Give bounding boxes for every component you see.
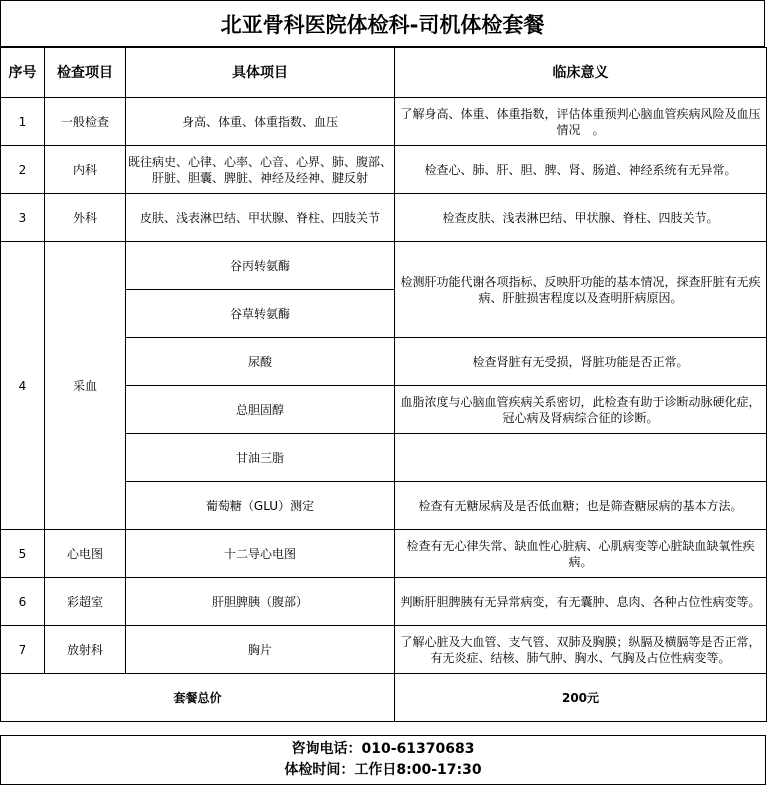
row-seq: 3 (1, 194, 45, 242)
row-meaning: 检查皮肤、浅表淋巴结、甲状腺、脊柱、四肢关节。 (395, 194, 767, 242)
document-title: 北亚骨科医院体检科-司机体检套餐 (0, 0, 765, 47)
table-row (1, 146, 767, 194)
row-category: 内科 (45, 146, 126, 194)
row-meaning: 检查心、肺、肝、胆、脾、肾、肠道、神经系统有无异常。 (395, 146, 767, 194)
contact-phone: 咨询电话：010-61370683 (291, 741, 475, 757)
table-row (1, 626, 767, 674)
row-category: 采血 (45, 242, 126, 530)
row-category: 心电图 (45, 530, 126, 578)
row-seq: 6 (1, 578, 45, 626)
blood-item: 总胆固醇 (126, 386, 395, 434)
header-seq: 序号 (1, 48, 45, 98)
checkup-hours: 体检时间：工作日8:00-17:30 (284, 762, 482, 778)
row-meaning: 了解心脏及大血管、支气管、双肺及胸膜；纵膈及横膈等是否正常，有无炎症、结核、肺气肿、胸水、气胸及占位性病变等。 (395, 626, 767, 674)
total-price: 200元 (395, 674, 767, 722)
blood-meaning: 血脂浓度与心脑血管疾病关系密切，此检查有助于诊断动脉硬化症，冠心病及肾病综合征的诊断。 (395, 386, 767, 434)
row-seq: 2 (1, 146, 45, 194)
table-row (1, 194, 767, 242)
blood-meaning (395, 434, 767, 482)
contact-footer (0, 735, 766, 785)
blood-item: 谷草转氨酶 (126, 290, 395, 338)
header-meaning: 临床意义 (395, 48, 767, 98)
blood-item: 甘油三脂 (126, 434, 395, 482)
row-meaning: 了解身高、体重、体重指数，评估体重预判心脑血管疾病风险及血压情况 。 (395, 98, 767, 146)
row-meaning: 判断肝胆脾胰有无异常病变，有无囊肿、息肉、各种占位性病变等。 (395, 578, 767, 626)
blood-item: 尿酸 (126, 338, 395, 386)
blood-meaning: 检查有无糖尿病及是否低血糖；也是筛查糖尿病的基本方法。 (395, 482, 767, 530)
row-item: 身高、体重、体重指数、血压 (126, 98, 395, 146)
table-row (1, 530, 767, 578)
total-row (1, 674, 767, 722)
blood-item: 葡萄糖（GLU）测定 (126, 482, 395, 530)
row-seq: 7 (1, 626, 45, 674)
row-seq: 4 (1, 242, 45, 530)
checkup-table (0, 47, 767, 722)
row-item: 肝胆脾胰（腹部） (126, 578, 395, 626)
table-row (1, 98, 767, 146)
table-row (1, 242, 767, 290)
row-meaning: 检查有无心律失常、缺血性心脏病、心肌病变等心脏缺血缺氧性疾病。 (395, 530, 767, 578)
blood-meaning: 检查肾脏有无受损，肾脏功能是否正常。 (395, 338, 767, 386)
row-category: 彩超室 (45, 578, 126, 626)
header-category: 检查项目 (45, 48, 126, 98)
row-category: 一般检查 (45, 98, 126, 146)
row-seq: 5 (1, 530, 45, 578)
row-item: 十二导心电图 (126, 530, 395, 578)
table-row (1, 578, 767, 626)
row-seq: 1 (1, 98, 45, 146)
row-category: 外科 (45, 194, 126, 242)
blood-meaning: 检测肝功能代谢各项指标、反映肝功能的基本情况，探查肝脏有无疾病、肝脏损害程度以及查明肝病原因。 (395, 242, 767, 338)
total-label: 套餐总价 (1, 674, 395, 722)
row-item: 皮肤、浅表淋巴结、甲状腺、脊柱、四肢关节 (126, 194, 395, 242)
row-category: 放射科 (45, 626, 126, 674)
row-item: 胸片 (126, 626, 395, 674)
blood-item: 谷丙转氨酶 (126, 242, 395, 290)
table-header-row (1, 48, 767, 98)
row-item: 既往病史、心律、心率、心音、心界、肺、腹部、肝脏、胆囊、脾脏、神经及经神、腱反射 (126, 146, 395, 194)
header-item: 具体项目 (126, 48, 395, 98)
